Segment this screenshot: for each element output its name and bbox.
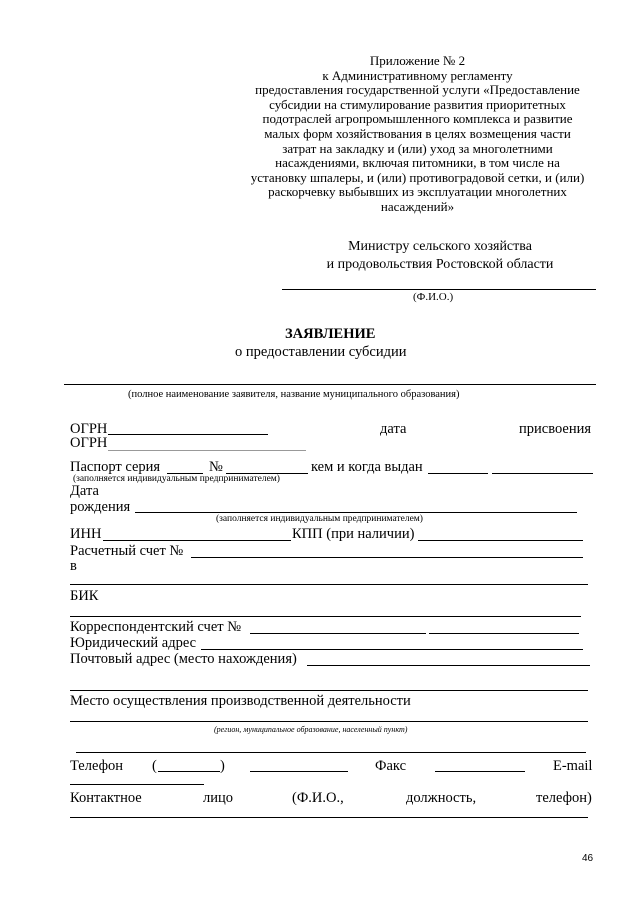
phone-code-field[interactable] (158, 771, 220, 772)
email-label: E-mail (553, 758, 593, 774)
header-line: насаждений» (380, 198, 455, 214)
contact-person-field[interactable] (70, 817, 588, 818)
header-line: субсидии на стимулирование развития приоритетных (269, 96, 566, 112)
birth-date-field[interactable] (135, 512, 577, 513)
legal-address-label: Юридический адрес (70, 635, 197, 651)
ogrn-label: ОГРН (70, 421, 108, 437)
appendix-header (215, 54, 620, 215)
contact-person-label: лицо (203, 790, 234, 806)
inn-label: ИНН (70, 526, 102, 542)
page-number: 46 (582, 853, 594, 864)
contact-label: Контактное (70, 790, 142, 806)
phone-code-open: ( (152, 758, 157, 774)
postal-address-field-2[interactable] (70, 690, 588, 691)
corr-account-label: Корреспондентский счет № (70, 619, 242, 635)
ip-hint-2: (заполняется индивидуальным предпринимателем) (216, 514, 423, 524)
ip-hint-1: (заполняется индивидуальным предпринимателем) (73, 474, 280, 484)
corr-account-field-1[interactable] (250, 633, 426, 634)
header-line: подотраслей агропромышленного комплекса и развитие (262, 111, 573, 127)
issued-by-field-2[interactable] (492, 473, 593, 474)
header-line: предоставления государственной услуги «Предоставление (255, 82, 580, 98)
applicant-name-line[interactable] (64, 384, 596, 385)
ogrn-label-2: ОГРН (70, 435, 108, 451)
birth-date-label: Дата (70, 483, 99, 499)
header-line: к Административному регламенту (322, 67, 513, 83)
postal-address-label: Почтовый адрес (место нахождения) (70, 651, 297, 667)
ogrn-date-field[interactable] (108, 450, 306, 451)
legal-address-field[interactable] (201, 649, 583, 650)
corr-account-field-2[interactable] (429, 633, 579, 634)
activity-place-field[interactable] (70, 721, 588, 722)
header-line: раскорчевку выбывших из эксплуатации многолетних (268, 184, 567, 200)
account-field[interactable] (191, 557, 583, 558)
header-line: затрат на закладку и (или) уход за многолетними (282, 140, 553, 156)
fax-label: Факс (375, 758, 407, 774)
passport-series-label: Паспорт серия (70, 459, 161, 475)
bik-label: БИК (70, 588, 99, 604)
passport-number-sign: № (209, 459, 223, 475)
ogrn-field[interactable] (108, 434, 268, 435)
birth-label: рождения (70, 499, 131, 515)
inn-field[interactable] (103, 540, 291, 541)
kpp-field[interactable] (418, 540, 583, 541)
assignment-label: присвоения (519, 421, 592, 437)
fio-hint: (Ф.И.О.) (413, 291, 454, 303)
bank-field[interactable] (70, 584, 588, 585)
header-line: установку шпалеры, и (или) противоградовой сетки, и (или) (250, 169, 585, 185)
issued-by-label: кем и когда выдан (311, 459, 423, 475)
applicant-hint: (полное наименование заявителя, название муниципального образования) (128, 389, 460, 400)
date-label: дата (380, 421, 407, 437)
kpp-label: КПП (при наличии) (292, 526, 415, 542)
contact-position-label: должность, (406, 790, 477, 806)
bank-label: в (70, 558, 77, 574)
fax-field[interactable] (435, 771, 525, 772)
header-line: насаждениями, включая питомники, в том числе на (275, 155, 560, 171)
email-field[interactable] (70, 784, 204, 785)
activity-place-label: Место осуществления производственной деятельности (70, 693, 411, 709)
phone-number-field[interactable] (250, 771, 348, 772)
phone-code-close: ) (220, 758, 225, 774)
addressee-line-1: Министру сельского хозяйства (348, 239, 532, 254)
contact-fio-label: (Ф.И.О., (292, 790, 344, 806)
region-hint: (регион, муниципальное образование, населенный пункт) (214, 725, 408, 734)
account-label: Расчетный счет № (70, 543, 184, 559)
contact-phone-label: телефон) (536, 790, 592, 806)
addressee-line-2: и продовольствия Ростовской области (326, 257, 554, 272)
phone-label: Телефон (70, 758, 123, 774)
issued-by-field-1[interactable] (428, 473, 488, 474)
document-title: ЗАЯВЛЕНИЕ (285, 326, 376, 342)
fio-line[interactable] (282, 289, 596, 290)
bik-field[interactable] (70, 616, 581, 617)
postal-address-field[interactable] (307, 665, 590, 666)
header-line: малых форм хозяйствования в целях возмещения части (264, 125, 571, 141)
addressee (280, 238, 600, 274)
header-line: Приложение № 2 (369, 53, 466, 68)
activity-place-field-2[interactable] (76, 752, 586, 753)
document-subtitle: о предоставлении субсидии (235, 344, 407, 360)
